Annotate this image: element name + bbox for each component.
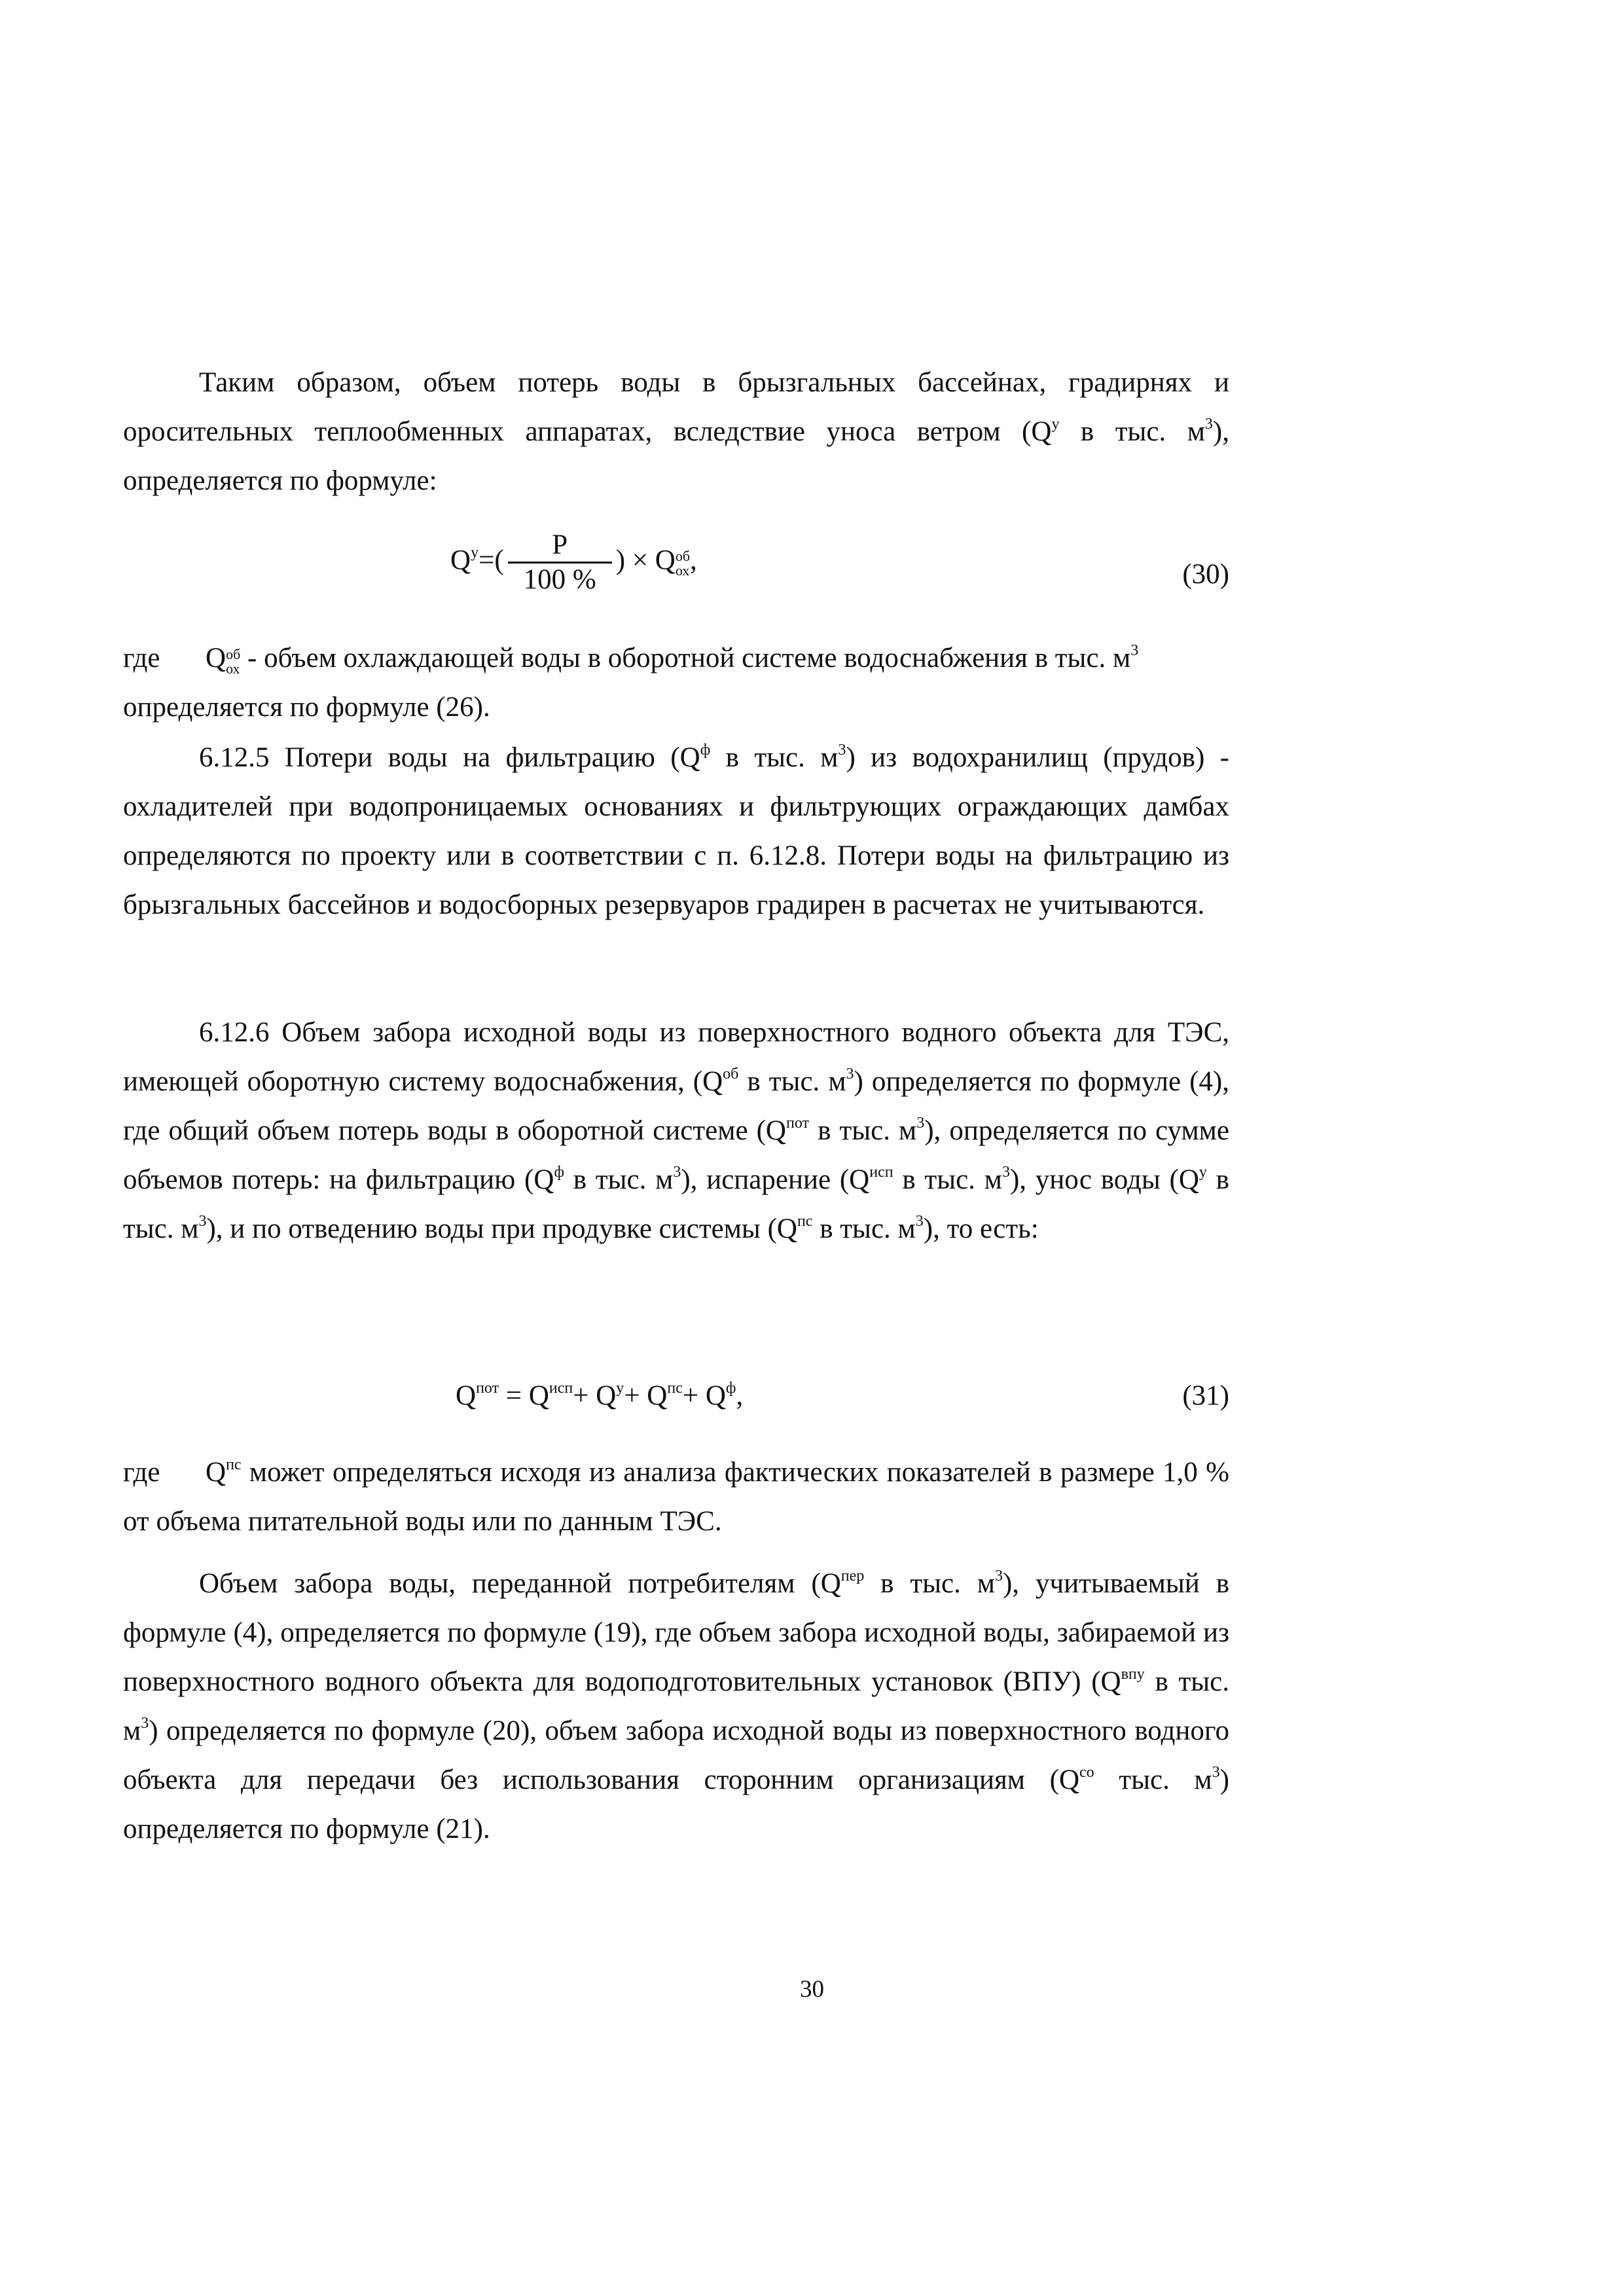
superscript: 3 — [1204, 416, 1213, 433]
equation-number-30: (30) — [1182, 559, 1229, 590]
superscript: впу — [1121, 1666, 1145, 1683]
fraction-numerator: Р — [552, 529, 568, 560]
text: в тыс. м — [738, 1066, 846, 1097]
text: ) × Q — [615, 545, 676, 576]
page-number: 30 — [800, 1976, 824, 2003]
superscript: об — [675, 548, 691, 565]
superscript: пер — [840, 1568, 865, 1585]
superscript: исп — [549, 1380, 573, 1397]
text: ), то есть: — [923, 1213, 1039, 1244]
superscript: ф — [725, 1380, 736, 1397]
subscript: ох — [675, 562, 690, 579]
superscript: пот — [785, 1115, 809, 1132]
text: в тыс. м — [1059, 416, 1205, 447]
script-stack — [226, 647, 240, 676]
text: может определяться исходя из анализа фактических показателей в размере 1,0 % от объема питательной воды или по данным ТЭС. — [123, 1457, 1229, 1537]
superscript: 3 — [1001, 1164, 1010, 1181]
text: в тыс. м — [812, 1213, 916, 1244]
paragraph-6-12-6 — [123, 1008, 1229, 1253]
text: в тыс. м — [123, 1666, 1229, 1746]
text: ), унос воды (Q — [1009, 1164, 1199, 1195]
superscript: 3 — [1212, 1764, 1220, 1781]
text: Q — [456, 1380, 477, 1411]
superscript: об — [226, 646, 241, 662]
superscript: у — [1199, 1164, 1207, 1181]
superscript: пот — [476, 1380, 499, 1397]
fraction — [508, 529, 612, 596]
text: ) определяется по формуле (21). — [123, 1765, 1229, 1844]
text: ) определяется по формуле (4), где общий объем потерь воды в оборотной системе (Q — [123, 1066, 1229, 1146]
formula-31 — [123, 1371, 1229, 1430]
fraction-denominator: 100 % — [523, 564, 596, 595]
superscript: 3 — [915, 1213, 924, 1230]
text: ), определяется по сумме объемов потерь: на фильтрацию (Q — [123, 1115, 1229, 1195]
text: Таким образом, объем потерь воды в брызгальных бассейнах, градирнях и оросительных теплообменных аппаратах, вследствие уноса ветром (Q — [123, 367, 1229, 447]
superscript: у — [471, 544, 479, 562]
subscript: ох — [226, 660, 240, 677]
text: + Q — [682, 1380, 726, 1411]
superscript: пс — [667, 1380, 683, 1397]
superscript: 3 — [916, 1115, 925, 1132]
text: в тыс. м — [809, 1115, 917, 1146]
superscript: 3 — [141, 1715, 149, 1732]
text: ), и по отведению воды при продувке системы (Q — [206, 1213, 797, 1244]
superscript: 3 — [994, 1568, 1003, 1585]
superscript: пс — [226, 1456, 242, 1473]
superscript: у — [1051, 416, 1060, 433]
text: 6.12.6 Объем забора исходной воды из поверхностного водного объекта для ТЭС, имеющей оборотную систему водоснабжения, (Q — [123, 1017, 1229, 1097]
superscript: со — [1079, 1764, 1094, 1781]
where-label: где — [123, 1457, 160, 1488]
text: Объем забора воды, переданной потребителям (Q — [199, 1568, 841, 1599]
superscript: 3 — [838, 742, 846, 759]
text: =( — [478, 545, 504, 576]
text: в тыс. м — [893, 1164, 1002, 1195]
where-clause-2 — [123, 1448, 1229, 1546]
text: в тыс. м — [864, 1568, 995, 1599]
text: определяется по формуле (26). — [123, 692, 490, 723]
superscript: об — [723, 1066, 739, 1083]
text: Q — [206, 643, 226, 673]
superscript: ф — [554, 1164, 564, 1181]
where-label: где — [123, 643, 160, 673]
text: Q — [206, 1457, 226, 1488]
text: в тыс. м — [123, 1164, 1229, 1244]
superscript: 3 — [673, 1164, 681, 1181]
text: + Q — [573, 1380, 617, 1411]
script-stack — [676, 549, 690, 578]
superscript: 3 — [198, 1213, 207, 1230]
text: ), испарение (Q — [681, 1164, 870, 1195]
superscript: 3 — [846, 1066, 854, 1083]
superscript: пс — [797, 1213, 813, 1230]
paragraph-6-12-5 — [123, 733, 1229, 929]
superscript: исп — [869, 1164, 893, 1181]
text: в тыс. м — [564, 1164, 674, 1195]
formula-30-expression — [450, 529, 697, 596]
text: ) определяется по формуле (20), объем забора исходной воды из поверхностного водного объекта для передачи без использования сторонним организациям (Q — [123, 1715, 1229, 1795]
superscript: ф — [700, 742, 711, 759]
where-clause-1 — [123, 634, 1229, 732]
text: тыс. м — [1094, 1765, 1212, 1795]
formula-30 — [123, 529, 1229, 595]
text: , — [690, 545, 697, 576]
text: - объем охлаждающей воды в оборотной системе водоснабжения в тыс. м — [240, 643, 1131, 673]
equation-number-31: (31) — [1182, 1380, 1229, 1411]
text: = Q — [499, 1380, 549, 1411]
text: Q — [450, 545, 471, 576]
text: ) из водохранилищ (прудов) - охладителей при водопроницаемых основаниях и фильтрующих ограждающих дамбах определяются по проекту или в соответствии с п. 6.12.8. Потери воды на фильтрацию из брызгальных бассейнов и водосборных резервуаров градирен в расчетах не учитываются. — [123, 742, 1229, 920]
superscript: 3 — [1130, 642, 1139, 659]
paragraph-transfer — [123, 1559, 1229, 1854]
text: ), определяется по формуле: — [123, 416, 1229, 496]
text: + Q — [624, 1380, 668, 1411]
formula-31-expression — [456, 1371, 743, 1420]
paragraph-wind-loss — [123, 358, 1229, 505]
text: ), учитываемый в формуле (4), определяется по формуле (19), где объем забора исходной воды, забираемой из поверхностного водного объекта для водоподготовительных установок (ВПУ) (Q — [123, 1568, 1229, 1697]
superscript: у — [616, 1380, 624, 1397]
text: , — [736, 1380, 744, 1411]
text: в тыс. м — [710, 742, 839, 773]
text: 6.12.5 Потери воды на фильтрацию (Q — [199, 742, 700, 773]
